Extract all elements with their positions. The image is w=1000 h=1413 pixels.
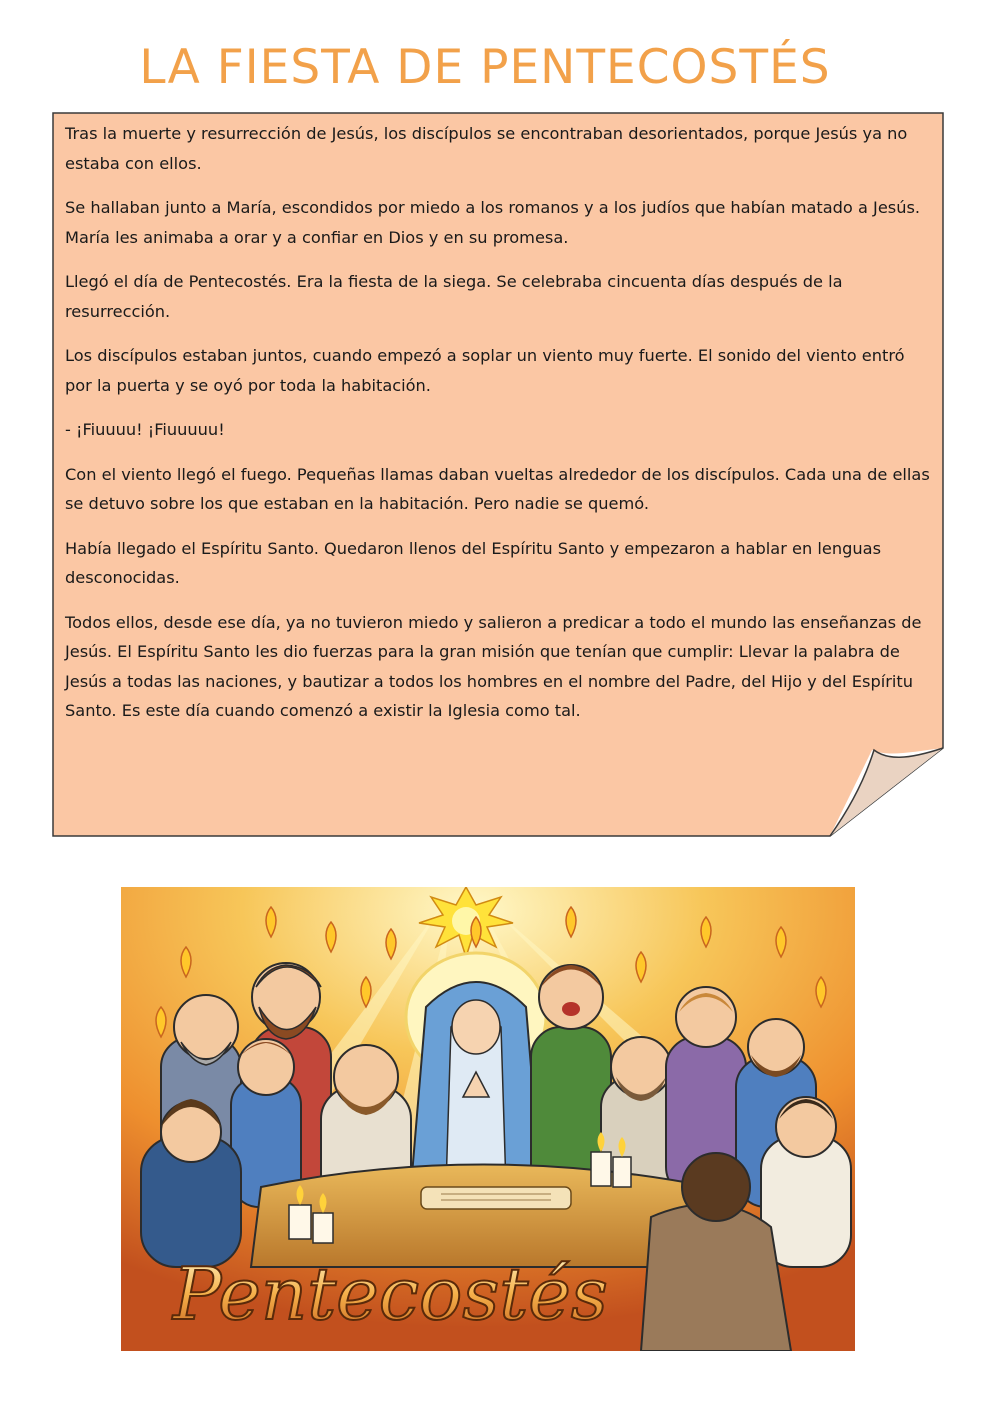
story-text xyxy=(65,119,931,741)
page-title: LA FIESTA DE PENTECOSTÉS xyxy=(139,40,831,95)
paragraph: Se hallaban junto a María, escondidos por miedo a los romanos y a los judíos que habían matado a Jesús. María les animaba a orar y a confiar en Dios y en su promesa. xyxy=(65,198,921,247)
paragraph: Había llegado el Espíritu Santo. Quedaron llenos del Espíritu Santo y empezaron a hablar en lenguas desconocidas. xyxy=(65,538,881,587)
note-paper xyxy=(52,112,944,837)
pentecost-scene xyxy=(121,887,855,1351)
pentecost-illustration xyxy=(121,887,855,1351)
paragraph: - ¡Fiuuuu! ¡Fiuuuuu! xyxy=(65,420,225,439)
paragraph: Tras la muerte y resurrección de Jesús, los discípulos se encontraban desorientados, porque Jesús ya no estaba con ellos. xyxy=(65,124,908,173)
paragraph: Los discípulos estaban juntos, cuando empezó a soplar un viento muy fuerte. El sonido del viento entró por la puerta y se oyó por toda la habitación. xyxy=(65,346,905,395)
banner-text: Pentecostés xyxy=(173,1252,608,1336)
mary-figure xyxy=(411,982,541,1187)
paragraph: Llegó el día de Pentecostés. Era la fiesta de la siega. Se celebraba cincuenta días después de la resurrección. xyxy=(65,272,843,321)
paragraph: Todos ellos, desde ese día, ya no tuvieron miedo y salieron a predicar a todo el mundo las enseñanzas de Jesús. El Espíritu Santo les dio fuerzas para la gran misión que tenían que cumplir: Llevar la palabra de Jesús a todas las naciones, y bautizar a todos los hombres en el nombre del Padre, del Hijo y del Espíritu Santo. Es este día cuando comenzó a existir la Iglesia como tal. xyxy=(65,612,922,720)
pentecost-banner xyxy=(171,1252,608,1336)
paragraph: Con el viento llegó el fuego. Pequeñas llamas daban vueltas alrededor de los discípulos. Cada una de ellas se detuvo sobre los que estaban en la habitación. Pero nadie se quemó. xyxy=(65,464,930,513)
scroll-icon xyxy=(421,1187,571,1209)
